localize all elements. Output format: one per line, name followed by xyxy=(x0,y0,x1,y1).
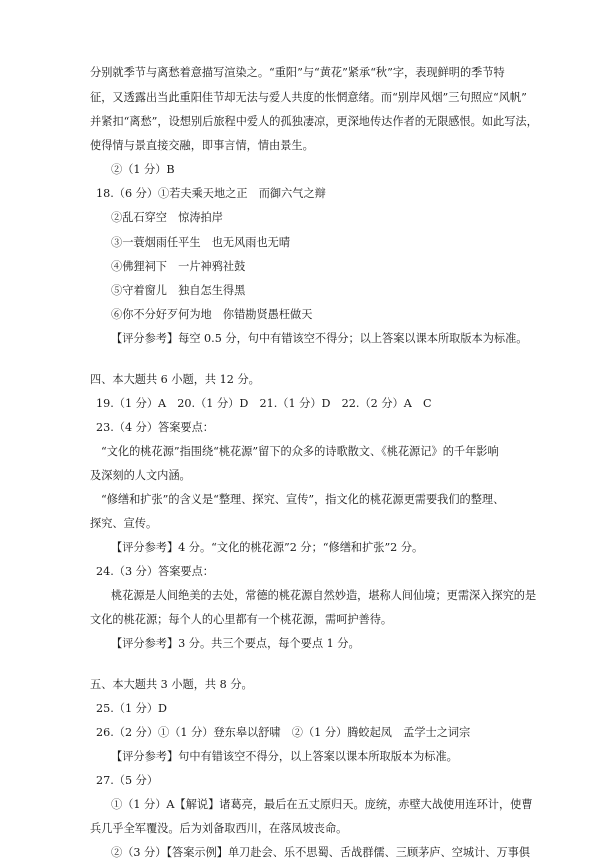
text-line: 兵几乎全军覆没。后为刘备取西川，在落凤坡丧命。 xyxy=(90,822,348,835)
text-line: 文化的桃花源；每个人的心里都有一个桃花源，需呵护善待。 xyxy=(90,613,393,626)
question-26: 26.（2 分）①（1 分）登东皋以舒啸 ②（1 分）腾蛟起凤 孟学士之词宗 xyxy=(96,726,471,739)
question-23: 23.（4 分）答案要点： xyxy=(96,421,214,434)
scoring-note: 【评分参考】每空 0.5 分，句中有错该空不得分；以上答案以课本所取版本为标准。 xyxy=(111,332,528,345)
text-line: “文化的桃花源”指围绕“桃花源”留下的众多的诗歌散文、《桃花源记》的千年影响 xyxy=(101,445,499,458)
question-18: 18.（6 分）①若夫乘天地之正 而御六气之辩 xyxy=(96,187,326,200)
text-line: 及深刻的人文内涵。 xyxy=(90,469,191,482)
answer-line: ①（1 分）A【解说】诸葛亮，最后在五丈原归天。庞统，赤壁大战使用连环计，使曹 xyxy=(111,798,533,811)
question-27: 27.（5 分） xyxy=(96,774,159,787)
text-line: 征，又透露出当此重阳佳节却无法与爱人共度的怅惘意绪。而“别岸风烟”三句照应“风帆” xyxy=(90,91,527,104)
section-heading: 四、本大题共 6 小题，共 12 分。 xyxy=(90,373,260,386)
text-line: 探究、宣传。 xyxy=(90,517,158,530)
answer-line: ⑥你不分好歹何为地 你错勘贤愚枉做天 xyxy=(111,308,313,321)
text-line: 分别就季节与离愁着意描写渲染之。“重阳”与“黄花”紧承“秋”字，表现鲜明的季节特 xyxy=(90,66,505,79)
question-24: 24.（3 分）答案要点： xyxy=(96,565,214,578)
text-line: 并紧扣“离愁”，设想别后旅程中爱人的孤独凄凉，更深地传达作者的无限感恨。如此写法， xyxy=(90,115,538,128)
answer-line: ②（1 分）B xyxy=(111,163,175,176)
scoring-note: 【评分参考】句中有错该空不得分，以上答案以课本所取版本为标准。 xyxy=(111,750,458,763)
answer-line: ⑤守着窗儿 独自怎生得黑 xyxy=(111,284,246,297)
section-heading: 五、本大题共 3 小题，共 8 分。 xyxy=(90,678,253,691)
answer-line: ②（3 分）【答案示例】单刀赴会、乐不思蜀、舌战群儒、三顾茅庐、空城计、万事俱 xyxy=(111,846,531,859)
answer-line: 19.（1 分）A 20.（1 分）D 21.（1 分）D 22.（2 分）A C xyxy=(96,397,432,410)
answer-line: ②乱石穿空 惊涛拍岸 xyxy=(111,211,223,224)
answer-line: ③一蓑烟雨任平生 也无风雨也无晴 xyxy=(111,236,291,249)
text-line: 桃花源是人间绝美的去处，常德的桃花源自然妙造，堪称人间仙境；更需深入探究的是 xyxy=(111,589,537,602)
text-line: “修缮和扩张”的含义是“整理、探究、宣传”，指文化的桃花源更需要我们的整理、 xyxy=(101,493,505,506)
text-line: 使得情与景直接交融，即事言情，情由景生。 xyxy=(90,139,314,152)
answer-line: ④佛狸祠下 一片神鸦社鼓 xyxy=(111,260,246,273)
scoring-note: 【评分参考】3 分。共三个要点，每个要点 1 分。 xyxy=(111,637,360,650)
scoring-note: 【评分参考】4 分。“文化的桃花源”2 分；“修缮和扩张”2 分。 xyxy=(111,541,424,554)
question-25: 25.（1 分）D xyxy=(96,702,167,715)
